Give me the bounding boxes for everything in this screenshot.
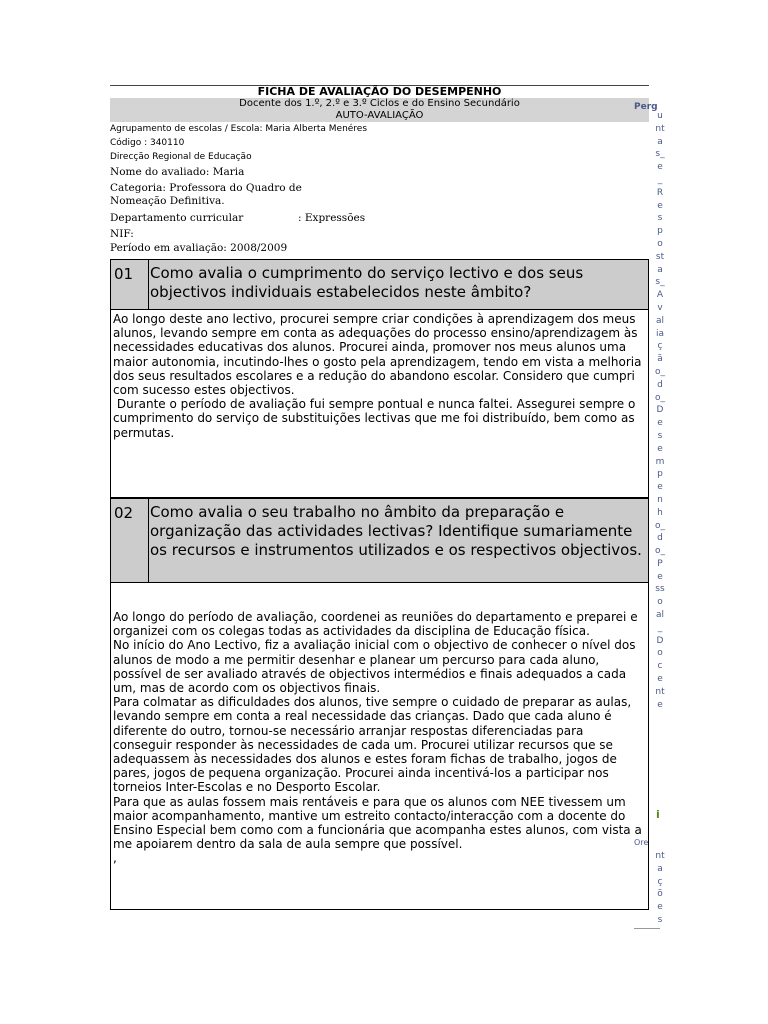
agrupamento-line: Agrupamento de escolas / Escola: Maria Alberta Menéres: [110, 124, 368, 134]
nif-line: NIF:: [110, 228, 134, 240]
side-vertical-link-2[interactable]: ntações: [655, 851, 665, 925]
question-01-header: [110, 259, 649, 310]
codigo-line: Código : 340110: [110, 138, 185, 148]
answer-paragraph: No início do Ano Lectivo, fiz a avaliação inicial com o objectivo de conhecer o nível dos alunos de modo a me permitir desenhar e planear um percurso para cada aluno, possível de ser avaliado através de objectivos intermédios e finais adequados a cada um, mas de acordo com os objectivos finais.: [113, 638, 636, 696]
side-tab-ore[interactable]: Ore: [634, 838, 649, 847]
info-icon: i: [656, 808, 660, 821]
departamento-label: Departamento curricular: [110, 212, 244, 224]
subtitle-auto-avaliacao: AUTO-AVALIAÇÃO: [335, 110, 424, 121]
categoria-line-2: Nomeação Definitiva.: [110, 195, 225, 207]
departamento-value: : Expressões: [298, 212, 366, 224]
question-text: Como avalia o cumprimento do serviço lectivo e dos seus objectivos individuais estabelecidos neste âmbito?: [150, 264, 584, 301]
answer-paragraph: Para que as aulas fossem mais rentáveis e para que os alunos com NEE tivessem um maior acompanhamento, mantive um estreito contacto/interacção com a docente do Ensino Especial bem como com a funcionária que acompanha estes alunos, com vista a me apoiarem dentro da sala de aula sempre que possível.: [113, 794, 642, 852]
side-tab-perg[interactable]: Perg: [634, 102, 658, 112]
question-number: 02: [111, 499, 149, 582]
side-vertical-link[interactable]: untas_e_Respostas_Avaliação_do_Desempenho_do_Pessoal_Docente: [655, 111, 666, 710]
answer-paragraph: Para colmatar as dificuldades dos alunos, tive sempre o cuidado de preparar as aulas, levando sempre em conta a real necessidade das crianças. Dado que cada aluno é diferente do outro, tornou-se necessário arranjar respostas diferenciadas para conseguir responder às necessidades de cada um. Procurei utilizar recursos que se adequassem às necessidades dos alunos e estes foram fichas de trabalho, jogos de pares, jogos de pequena organização. Procurei ainda incentivá-los a participar nos torneios Inter-Escolas e no Desporto Escolar.: [113, 695, 632, 795]
nome-line: Nome do avaliado: Maria: [110, 166, 245, 178]
question-number: 01: [111, 260, 149, 309]
answer-paragraph: Ao longo deste ano lectivo, procurei sempre criar condições à aprendizagem dos meus alunos, levando sempre em conta as adequações do processo ensino/aprendizagem às necessidades educativas dos alunos. Procurei ainda, promover nos meus alunos uma maior autonomia, incutindo-lhes o gosto pela aprendizagem, tendo em vista a melhoria dos seus resultados escolares e a redução do abandono escolar. Considero que cumpri com sucesso estes objectivos.: [113, 312, 642, 398]
answer-paragraph: ,: [113, 851, 117, 866]
answer-02-text: [113, 610, 643, 866]
subtitle: Docente dos 1.º, 2.º e 3.º Ciclos e do Ensino Secundário: [239, 98, 520, 109]
answer-paragraph: Ao longo do período de avaliação, coordenei as reuniões do departamento e preparei e organizei com os colegas todas as actividades da disciplina de Educação física.: [113, 610, 638, 639]
question-text: Como avalia o seu trabalho no âmbito da preparação e organização das actividades lectivas? Identifique sumariamente os recursos e instrumentos utilizados e os respectivos objectivos.: [150, 503, 642, 559]
direccao-line: Direcção Regional de Educação: [110, 152, 252, 162]
periodo-line: Período em avaliação: 2008/2009: [110, 242, 288, 254]
answer-paragraph: Durante o período de avaliação fui sempre pontual e nunca faltei. Assegurei sempre o cumprimento do serviço de substituições lectivas que me foi distribuído, bem como as permutas.: [113, 397, 640, 440]
answer-01-text: [113, 312, 643, 440]
subtitle-bar: [110, 98, 649, 122]
form-title: FICHA DE AVALIAÇÃO DO DESEMPENHO: [257, 85, 502, 98]
categoria-line-1: Categoria: Professora do Quadro de: [110, 182, 302, 194]
question-02-header: [110, 498, 649, 583]
side-divider: [634, 928, 660, 929]
